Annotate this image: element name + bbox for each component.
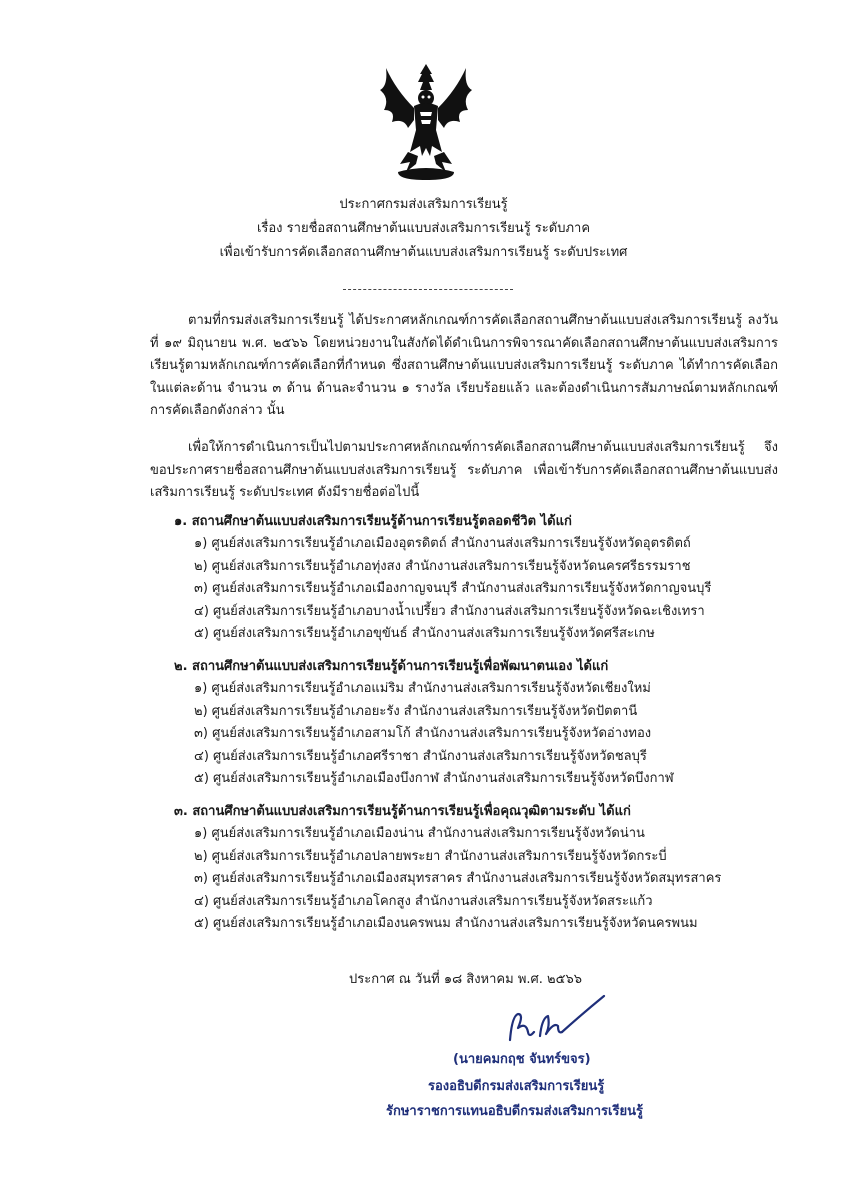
list-item: ๔) ศูนย์ส่งเสริมการเรียนรู้อำเภอโคกสูง สำนักงานส่งเสริมการเรียนรู้จังหวัดสระแก้ว bbox=[194, 893, 653, 909]
signer-title: รองอธิบดีกรมส่งเสริมการเรียนรู้ bbox=[428, 1079, 605, 1094]
list-item: ๔) ศูนย์ส่งเสริมการเรียนรู้อำเภอบางน้ำเปรี้ยว สำนักงานส่งเสริมการเรียนรู้จังหวัดฉะเชิงเทรา bbox=[194, 603, 705, 619]
list-item: ๕) ศูนย์ส่งเสริมการเรียนรู้อำเภอเมืองนครพนม สำนักงานส่งเสริมการเรียนรู้จังหวัดนครพนม bbox=[194, 916, 698, 931]
category-heading: ๓. สถานศึกษาต้นแบบส่งเสริมการเรียนรู้ด้านการเรียนรู้เพื่อคุณวุฒิตามระดับ ได้แก่ bbox=[174, 804, 631, 819]
announcement-date: ประกาศ ณ วันที่ ๑๘ สิงหาคม พ.ศ. ๒๕๖๖ bbox=[349, 972, 582, 987]
list-item: ๓) ศูนย์ส่งเสริมการเรียนรู้อำเภอสามโก้ สำนักงานส่งเสริมการเรียนรู้จังหวัดอ่างทอง bbox=[194, 726, 652, 741]
list-item: ๕) ศูนย์ส่งเสริมการเรียนรู้อำเภอขุขันธ์ สำนักงานส่งเสริมการเรียนรู้จังหวัดศรีสะเกษ bbox=[194, 626, 655, 641]
garuda-emblem-icon bbox=[370, 60, 482, 186]
list-item: ๑) ศูนย์ส่งเสริมการเรียนรู้อำเภอเมืองอุตรดิตถ์ สำนักงานส่งเสริมการเรียนรู้จังหวัดอุตรดิตถ์ bbox=[194, 536, 691, 551]
header-divider bbox=[343, 289, 513, 290]
award-category-1 bbox=[150, 510, 790, 646]
announcement-subject: เรื่อง รายชื่อสถานศึกษาต้นแบบส่งเสริมการเรียนรู้ ระดับภาค bbox=[256, 221, 591, 236]
announcement-purpose: เพื่อเข้ารับการคัดเลือกสถานศึกษาต้นแบบส่งเสริมการเรียนรู้ ระดับประเทศ bbox=[219, 245, 628, 260]
signer-acting-title: รักษาราชการแทนอธิบดีกรมส่งเสริมการเรียนรู้ bbox=[386, 1104, 643, 1119]
list-item: ๕) ศูนย์ส่งเสริมการเรียนรู้อำเภอเมืองบึงกาฬ สำนักงานส่งเสริมการเรียนรู้จังหวัดบึงกาฬ bbox=[194, 771, 674, 786]
list-item: ๑) ศูนย์ส่งเสริมการเรียนรู้อำเภอแม่ริม สำนักงานส่งเสริมการเรียนรู้จังหวัดเชียงใหม่ bbox=[194, 681, 651, 696]
list-item: ๑) ศูนย์ส่งเสริมการเรียนรู้อำเภอเมืองน่าน สำนักงานส่งเสริมการเรียนรู้จังหวัดน่าน bbox=[194, 826, 645, 841]
announcement-title: ประกาศกรมส่งเสริมการเรียนรู้ bbox=[339, 197, 508, 212]
list-item: ๒) ศูนย์ส่งเสริมการเรียนรู้อำเภอปลายพระยา สำนักงานส่งเสริมการเรียนรู้จังหวัดกระบี่ bbox=[194, 848, 667, 864]
body-paragraph-2: เพื่อให้การดำเนินการเป็นไปตามประกาศหลักเกณฑ์การคัดเลือกสถานศึกษาต้นแบบส่งเสริมการเรียนรู้ จึงขอประกาศรายชื่อสถานศึกษาต้นแบบส่งเสริมการเรียนรู้ ระดับภาค เพื่อเข้ารับการคัดเลือกสถานศึกษาต้นแบบส่งเสริมการเรียนรู้ ระดับประเทศ ดังมีรายชื่อต่อไปนี้ bbox=[150, 440, 778, 501]
category-heading: ๑. สถานศึกษาต้นแบบส่งเสริมการเรียนรู้ด้านการเรียนรู้ตลอดชีวิต ได้แก่ bbox=[174, 514, 572, 529]
category-heading: ๒. สถานศึกษาต้นแบบส่งเสริมการเรียนรู้ด้านการเรียนรู้เพื่อพัฒนาตนเอง ได้แก่ bbox=[174, 659, 609, 674]
handwritten-signature-icon bbox=[496, 992, 614, 1050]
award-category-2 bbox=[150, 655, 790, 791]
signer-name: (นายคมกฤช จันทร์ขจร) bbox=[453, 1052, 591, 1067]
list-item: ๓) ศูนย์ส่งเสริมการเรียนรู้อำเภอเมืองกาญจนบุรี สำนักงานส่งเสริมการเรียนรู้จังหวัดกาญจนบุรี bbox=[194, 581, 712, 596]
list-item: ๓) ศูนย์ส่งเสริมการเรียนรู้อำเภอเมืองสมุทรสาคร สำนักงานส่งเสริมการเรียนรู้จังหวัดสมุทรสาคร bbox=[194, 871, 722, 886]
list-item: ๒) ศูนย์ส่งเสริมการเรียนรู้อำเภอทุ่งสง สำนักงานส่งเสริมการเรียนรู้จังหวัดนครศรีธรรมราช bbox=[194, 558, 691, 574]
list-item: ๒) ศูนย์ส่งเสริมการเรียนรู้อำเภอยะรัง สำนักงานส่งเสริมการเรียนรู้จังหวัดปัตตานี bbox=[194, 703, 638, 719]
body-paragraph-1: ตามที่กรมส่งเสริมการเรียนรู้ ได้ประกาศหลักเกณฑ์การคัดเลือกสถานศึกษาต้นแบบส่งเสริมการเรียนรู้ ลงวันที่ ๑๙ มิถุนายน พ.ศ. ๒๕๖๖ โดยหน่วยงานในสังกัดได้ดำเนินการพิจารณาคัดเลือกสถานศึกษาต้นแบบส่งเสริมการเรียนรู้ตามหลักเกณฑ์การคัดเลือกที่กำหนด ซึ่งสถานศึกษาต้นแบบส่งเสริมการเรียนรู้ ระดับภาค ได้ทำการคัดเลือกในแต่ละด้าน จำนวน ๓ ด้าน ด้านละจำนวน ๑ รางวัล เรียบร้อยแล้ว และต้องดำเนินการสัมภาษณ์ตามหลักเกณฑ์การคัดเลือกดังกล่าว นั้น bbox=[150, 313, 778, 419]
award-category-3 bbox=[150, 800, 790, 936]
list-item: ๔) ศูนย์ส่งเสริมการเรียนรู้อำเภอศรีราชา สำนักงานส่งเสริมการเรียนรู้จังหวัดชลบุรี bbox=[194, 748, 647, 764]
